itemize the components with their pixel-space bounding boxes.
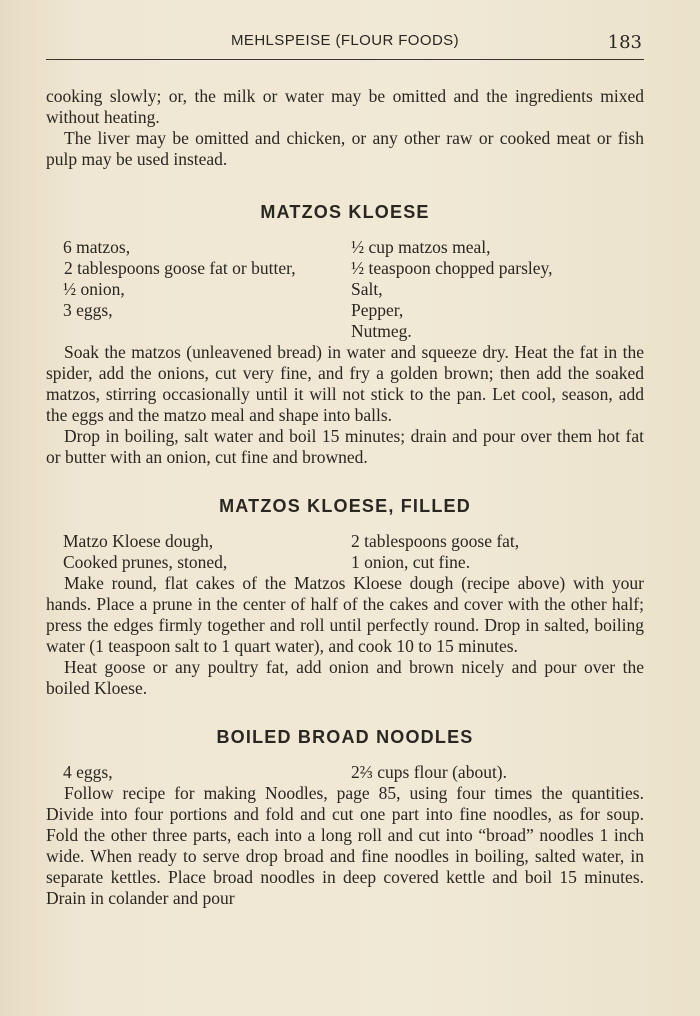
ingredient-column-left bbox=[46, 531, 351, 573]
instruction-paragraph: Drop in boiling, salt water and boil 15 minutes; drain and pour over them hot fat or butter with an onion, cut fine and browned. bbox=[46, 426, 644, 467]
ingredient-column-left bbox=[46, 762, 351, 783]
ingredient-item: 6 matzos, bbox=[63, 237, 131, 257]
recipe-title-matzos-kloese-filled: MATZOS KLOESE, FILLED bbox=[219, 496, 471, 516]
ingredient-item: 2 tablespoons goose fat or butter, bbox=[64, 258, 296, 278]
instruction-paragraph: Soak the matzos (unleavened bread) in water and squeeze dry. Heat the fat in the spider, add the onions, cut very fine, and fry a golden brown; then add the soaked matzos, stirring occasionally until it will not stick to the pan. Let cool, season, add the eggs and the matzo meal and shape into balls. bbox=[46, 342, 644, 425]
page-number: 183 bbox=[607, 32, 642, 53]
instruction-paragraph: Make round, flat cakes of the Matzos Kloese dough (recipe above) with your hands. Place a prune in the center of half of the cakes and cover with the other half; press the edges firmly together and roll until perfectly round. Drop in salted, boiling water (1 teaspoon salt to 1 quart water), and cook 10 to 15 minutes. bbox=[46, 573, 644, 656]
ingredient-list bbox=[46, 762, 644, 783]
header-rule bbox=[46, 59, 644, 60]
ingredient-item: Cooked prunes, stoned, bbox=[63, 552, 228, 572]
recipe-title-matzos-kloese: MATZOS KLOESE bbox=[260, 202, 430, 222]
ingredient-item: ½ onion, bbox=[63, 279, 125, 299]
ingredient-item: 2 tablespoons goose fat, bbox=[351, 531, 520, 551]
ingredient-column-right bbox=[351, 237, 644, 342]
ingredient-item: ½ cup matzos meal, bbox=[351, 237, 491, 257]
ingredient-item: Salt, bbox=[351, 279, 383, 299]
recipe-title-boiled-broad-noodles: BOILED BROAD NOODLES bbox=[216, 727, 474, 747]
ingredient-column-right bbox=[351, 762, 644, 783]
page-header bbox=[46, 28, 644, 62]
instruction-paragraph: Follow recipe for making Noodles, page 85, using four times the quantities. Divide into four portions and fold and cut one part into fine noodles, as for soup. Fold the other three parts, each into a long roll and cut into “broad” noodles 1 inch wide. When ready to serve drop broad and fine noodles in boiling, salted water, in separate kettles. Place broad noodles in deep covered kettle and boil 15 minutes. Drain in colander and pour bbox=[46, 783, 644, 908]
instruction-paragraph: Heat goose or any poultry fat, add onion and brown nicely and pour over the boiled Kloese. bbox=[46, 657, 644, 698]
ingredient-item: Nutmeg. bbox=[351, 321, 412, 341]
running-head: MEHLSPEISE (FLOUR FOODS) bbox=[231, 32, 459, 49]
intro-paragraph-2: The liver may be omitted and chicken, or any other raw or cooked meat or fish pulp may be used instead. bbox=[46, 128, 644, 169]
ingredient-column-left bbox=[46, 237, 351, 342]
ingredient-item: 4 eggs, bbox=[63, 762, 113, 782]
ingredient-item: 3 eggs, bbox=[63, 300, 113, 320]
ingredient-item: Matzo Kloese dough, bbox=[63, 531, 214, 551]
intro-paragraph-1: cooking slowly; or, the milk or water may be omitted and the ingredients mixed without heating. bbox=[46, 86, 644, 127]
ingredient-item: ½ teaspoon chopped parsley, bbox=[351, 258, 553, 278]
ingredient-list bbox=[46, 237, 644, 342]
ingredient-item: 2⅔ cups flour (about). bbox=[351, 762, 508, 782]
ingredient-column-right bbox=[351, 531, 644, 573]
ingredient-list bbox=[46, 531, 644, 573]
ingredient-item: 1 onion, cut fine. bbox=[351, 552, 471, 572]
ingredient-item: Pepper, bbox=[351, 300, 404, 320]
page-content bbox=[46, 86, 644, 909]
